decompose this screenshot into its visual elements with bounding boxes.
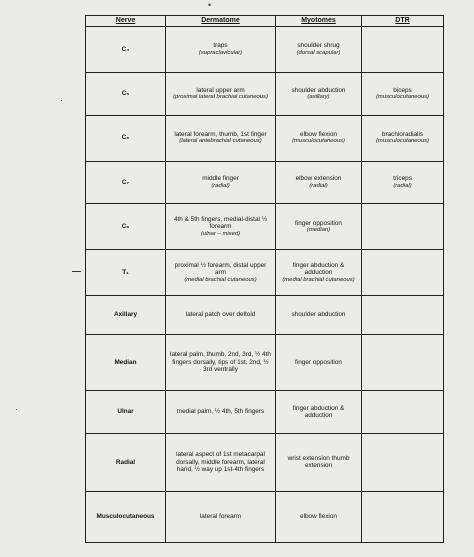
myotome-subtext: (musculocutaneous) [291, 138, 346, 145]
myotome-subtext: (medial brachial cutaneous) [282, 276, 355, 283]
nerve-cell [86, 72, 166, 115]
dermatome-cell [166, 250, 276, 296]
table-row [86, 115, 444, 161]
myotome-text: elbow extension [295, 175, 342, 183]
nerve-cell [86, 491, 166, 542]
myotome-text: shoulder shrug [297, 42, 340, 50]
nerve-cell [86, 250, 166, 296]
header-row [86, 16, 444, 27]
nerve-text: C₇ [121, 178, 130, 186]
myotome-cell [276, 161, 362, 204]
nerve-cell [86, 433, 166, 491]
myotome-cell [276, 204, 362, 250]
dermatome-text: traps [213, 42, 228, 50]
myotome-cell [276, 433, 362, 491]
nerve-text: Ulnar [117, 408, 134, 416]
dtr-text: triceps [393, 175, 412, 183]
header-dtr: DTR [362, 16, 444, 27]
nerve-text: Radial [115, 458, 136, 466]
myotome-subtext: (dorsal scapular) [296, 49, 341, 56]
myotome-text: finger opposition [295, 358, 342, 366]
dtr-text: brachioradialis [381, 131, 424, 139]
myotome-subtext: (median) [306, 227, 331, 234]
scan-speck: · [15, 404, 18, 414]
dermatome-subtext: (medial brachial cutaneous) [184, 276, 257, 283]
dtr-cell [362, 250, 444, 296]
myotome-cell [276, 491, 362, 542]
myotome-cell [276, 296, 362, 335]
nerve-cell [86, 161, 166, 204]
myotome-text: shoulder abduction [291, 86, 346, 94]
dermatome-text: middle finger [202, 175, 239, 183]
dermatome-text: 4th & 5th fingers, medial-distal ½ forearm [173, 216, 268, 231]
myotome-subtext: (axillary) [307, 94, 330, 101]
myotome-text: finger opposition [295, 219, 342, 227]
header-dermatome: Dermatome [166, 16, 276, 27]
myotome-cell [276, 390, 362, 433]
dermatome-cell [166, 72, 276, 115]
myotome-text: wrist extension thumb extension [287, 455, 350, 470]
dtr-cell [362, 161, 444, 204]
nerve-table [85, 15, 444, 543]
dermatome-subtext: (proximal lateral brachial cutaneous) [173, 94, 268, 101]
nerve-text: Axillary [113, 311, 138, 319]
dermatome-text: lateral upper arm [196, 86, 245, 94]
dermatome-cell [166, 161, 276, 204]
myotome-cell [276, 72, 362, 115]
nerve-cell [86, 27, 166, 73]
scan-dash [72, 271, 81, 272]
nerve-text: Median [114, 358, 137, 366]
dtr-cell [362, 433, 444, 491]
dermatome-cell [166, 433, 276, 491]
nerve-text: Musculocutaneous [96, 513, 155, 521]
dermatome-text: lateral forearm, thumb, 1st finger [174, 131, 267, 139]
scan-speck: · [60, 95, 63, 105]
table-row [86, 390, 444, 433]
dermatome-subtext: (lateral antebrachial cutaneous) [179, 138, 262, 145]
nerve-text: T₁ [122, 269, 129, 277]
myotome-cell [276, 250, 362, 296]
dermatome-cell [166, 491, 276, 542]
scan-speck: • [208, 0, 212, 10]
scan-speck: · [274, 204, 277, 214]
dermatome-text: lateral forearm [199, 513, 242, 521]
table-row [86, 250, 444, 296]
myotome-text: elbow flexion [300, 131, 337, 139]
header-nerve: Nerve [86, 16, 166, 27]
dtr-subtext: (musculocutaneous) [375, 94, 430, 101]
nerve-text: C₈ [121, 223, 130, 231]
table-row [86, 161, 444, 204]
dermatome-text: lateral patch over deltoid [185, 311, 256, 319]
dtr-cell [362, 296, 444, 335]
dtr-cell [362, 204, 444, 250]
dermatome-cell [166, 27, 276, 73]
table-row [86, 491, 444, 542]
myotome-cell [276, 334, 362, 390]
myotome-text: shoulder abduction [291, 311, 346, 319]
myotome-text: elbow flexion [300, 513, 337, 521]
dtr-cell [362, 27, 444, 73]
dermatome-text: lateral palm, thumb, 2nd, 3rd, ½ 4th fingers dorsally, tips of 1st, 2nd, ½ 3rd ventrally [170, 351, 271, 374]
dermatome-subtext: (supraclavicular) [198, 49, 243, 56]
dtr-cell [362, 334, 444, 390]
dermatome-cell [166, 115, 276, 161]
dermatome-cell [166, 334, 276, 390]
dtr-cell [362, 491, 444, 542]
dtr-cell [362, 72, 444, 115]
table-row [86, 72, 444, 115]
myotome-cell [276, 27, 362, 73]
nerve-text: C₅ [121, 90, 130, 98]
table-row [86, 433, 444, 491]
myotome-text: finger abduction & adduction [292, 404, 345, 419]
dermatome-subtext: (radial) [211, 182, 230, 189]
nerve-text: C₆ [121, 134, 130, 142]
dermatome-text: lateral aspect of 1st metacarpal dorsally, middle forearm, lateral hand, ½ way up 1st-4th fingers [176, 451, 265, 474]
table-row [86, 334, 444, 390]
header-myotomes: Myotomes [276, 16, 362, 27]
dermatome-cell [166, 204, 276, 250]
dtr-subtext: (radial) [393, 182, 412, 189]
myotome-text: finger abduction & adduction [292, 261, 345, 277]
nerve-cell [86, 334, 166, 390]
dermatome-text: medial palm, ½ 4th, 5th fingers [176, 408, 265, 416]
myotome-subtext: (radial) [309, 182, 328, 189]
dtr-cell [362, 390, 444, 433]
nerve-cell [86, 390, 166, 433]
table-row [86, 296, 444, 335]
dtr-cell [362, 115, 444, 161]
nerve-cell [86, 115, 166, 161]
dermatome-cell [166, 296, 276, 335]
dtr-subtext: (musculocutaneous) [375, 138, 430, 145]
table-row [86, 27, 444, 73]
table-row [86, 204, 444, 250]
nerve-cell [86, 204, 166, 250]
nerve-cell [86, 296, 166, 335]
myotome-cell [276, 115, 362, 161]
dermatome-subtext: (ulnar – mixed) [200, 230, 241, 237]
dtr-text: biceps [393, 86, 412, 94]
nerve-text: C₄ [121, 45, 130, 53]
dermatome-cell [166, 390, 276, 433]
dermatome-text: proximal ½ forearm, distal upper arm [174, 261, 267, 277]
